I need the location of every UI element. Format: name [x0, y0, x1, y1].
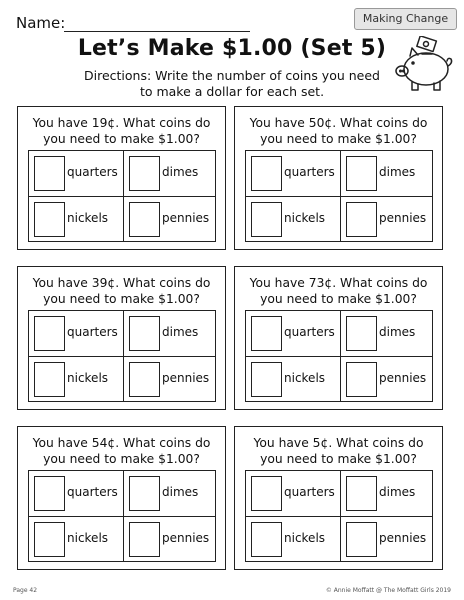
quarters-cell: [246, 311, 339, 356]
set-question-line-1: You have 54¢. What coins do: [32, 436, 211, 450]
pennies-label: pennies: [379, 211, 427, 225]
coin-grid: [28, 470, 216, 562]
nickels-label: nickels: [284, 531, 326, 545]
nickels-answer-box[interactable]: [251, 522, 282, 557]
set-panel-4: [234, 266, 443, 410]
coin-grid: [28, 150, 216, 242]
nickels-label: nickels: [67, 211, 109, 225]
dimes-answer-box[interactable]: [346, 316, 377, 351]
nickels-label: nickels: [284, 211, 326, 225]
nickels-answer-box[interactable]: [34, 522, 65, 557]
quarters-label: quarters: [67, 165, 118, 179]
dimes-cell: [124, 471, 217, 516]
quarters-label: quarters: [284, 165, 335, 179]
dimes-label: dimes: [162, 485, 199, 499]
quarters-cell: [246, 471, 339, 516]
pennies-label: pennies: [162, 211, 210, 225]
pennies-answer-box[interactable]: [129, 362, 160, 397]
set-question: [235, 115, 442, 147]
quarters-label: quarters: [67, 485, 118, 499]
dimes-answer-box[interactable]: [346, 476, 377, 511]
set-question-line-2: you need to make $1.00?: [260, 452, 417, 466]
copyright: © Annie Moffatt @ The Moffatt Girls 2019: [325, 587, 451, 594]
pennies-cell: [341, 197, 434, 242]
dimes-cell: [124, 151, 217, 196]
nickels-cell: [246, 517, 339, 562]
nickels-cell: [29, 197, 122, 242]
nickels-label: nickels: [67, 531, 109, 545]
nickels-cell: [29, 357, 122, 402]
directions: [62, 68, 402, 100]
topic-badge: Making Change: [354, 8, 457, 30]
dimes-label: dimes: [162, 165, 199, 179]
name-field-line[interactable]: [64, 31, 250, 32]
pennies-label: pennies: [162, 531, 210, 545]
piggy-bank-icon: [388, 36, 454, 96]
pennies-answer-box[interactable]: [129, 522, 160, 557]
quarters-label: quarters: [284, 485, 335, 499]
quarters-answer-box[interactable]: [251, 476, 282, 511]
set-question: [18, 435, 225, 467]
set-question-line-2: you need to make $1.00?: [43, 132, 200, 146]
dimes-answer-box[interactable]: [129, 476, 160, 511]
set-question: [18, 275, 225, 307]
quarters-answer-box[interactable]: [34, 316, 65, 351]
dimes-answer-box[interactable]: [129, 316, 160, 351]
set-question: [235, 275, 442, 307]
set-question-line-1: You have 5¢. What coins do: [253, 436, 424, 450]
dimes-cell: [124, 311, 217, 356]
name-label: Name:: [16, 14, 66, 32]
coin-grid: [28, 310, 216, 402]
pennies-label: pennies: [379, 531, 427, 545]
dimes-label: dimes: [162, 325, 199, 339]
dimes-label: dimes: [379, 485, 416, 499]
dimes-answer-box[interactable]: [129, 156, 160, 191]
set-panel-1: [17, 106, 226, 250]
page-number: Page 42: [13, 587, 38, 594]
nickels-cell: [246, 357, 339, 402]
set-panel-6: [234, 426, 443, 570]
quarters-cell: [29, 311, 122, 356]
nickels-label: nickels: [67, 371, 109, 385]
coin-grid: [245, 310, 433, 402]
directions-line-2: to make a dollar for each set.: [139, 84, 325, 99]
nickels-answer-box[interactable]: [251, 202, 282, 237]
set-panel-3: [17, 266, 226, 410]
set-question-line-1: You have 39¢. What coins do: [32, 276, 211, 290]
set-panel-2: [234, 106, 443, 250]
pennies-answer-box[interactable]: [129, 202, 160, 237]
set-question: [18, 115, 225, 147]
quarters-answer-box[interactable]: [251, 316, 282, 351]
quarters-answer-box[interactable]: [34, 476, 65, 511]
set-question-line-2: you need to make $1.00?: [43, 452, 200, 466]
nickels-answer-box[interactable]: [251, 362, 282, 397]
quarters-label: quarters: [67, 325, 118, 339]
pennies-cell: [124, 197, 217, 242]
quarters-label: quarters: [284, 325, 335, 339]
set-question-line-2: you need to make $1.00?: [43, 292, 200, 306]
nickels-answer-box[interactable]: [34, 202, 65, 237]
pennies-cell: [341, 517, 434, 562]
dimes-label: dimes: [379, 165, 416, 179]
coin-grid: [245, 470, 433, 562]
pennies-label: pennies: [162, 371, 210, 385]
dimes-label: dimes: [379, 325, 416, 339]
quarters-cell: [29, 151, 122, 196]
coin-grid: [245, 150, 433, 242]
set-question-line-2: you need to make $1.00?: [260, 292, 417, 306]
dimes-cell: [341, 151, 434, 196]
quarters-cell: [246, 151, 339, 196]
nickels-label: nickels: [284, 371, 326, 385]
set-question-line-2: you need to make $1.00?: [260, 132, 417, 146]
set-question: [235, 435, 442, 467]
dimes-cell: [341, 471, 434, 516]
pennies-answer-box[interactable]: [346, 362, 377, 397]
pennies-answer-box[interactable]: [346, 522, 377, 557]
set-question-line-1: You have 19¢. What coins do: [32, 116, 211, 130]
pennies-cell: [341, 357, 434, 402]
directions-line-1: Directions: Write the number of coins you need: [84, 68, 380, 83]
set-question-line-1: You have 50¢. What coins do: [249, 116, 428, 130]
quarters-answer-box[interactable]: [251, 156, 282, 191]
nickels-cell: [29, 517, 122, 562]
quarters-cell: [29, 471, 122, 516]
dimes-answer-box[interactable]: [346, 156, 377, 191]
page-title: Let’s Make $1.00 (Set 5): [77, 36, 387, 61]
quarters-answer-box[interactable]: [34, 156, 65, 191]
pennies-label: pennies: [379, 371, 427, 385]
dimes-cell: [341, 311, 434, 356]
set-panel-5: [17, 426, 226, 570]
pennies-cell: [124, 357, 217, 402]
pennies-cell: [124, 517, 217, 562]
set-question-line-1: You have 73¢. What coins do: [249, 276, 428, 290]
pennies-answer-box[interactable]: [346, 202, 377, 237]
nickels-cell: [246, 197, 339, 242]
nickels-answer-box[interactable]: [34, 362, 65, 397]
